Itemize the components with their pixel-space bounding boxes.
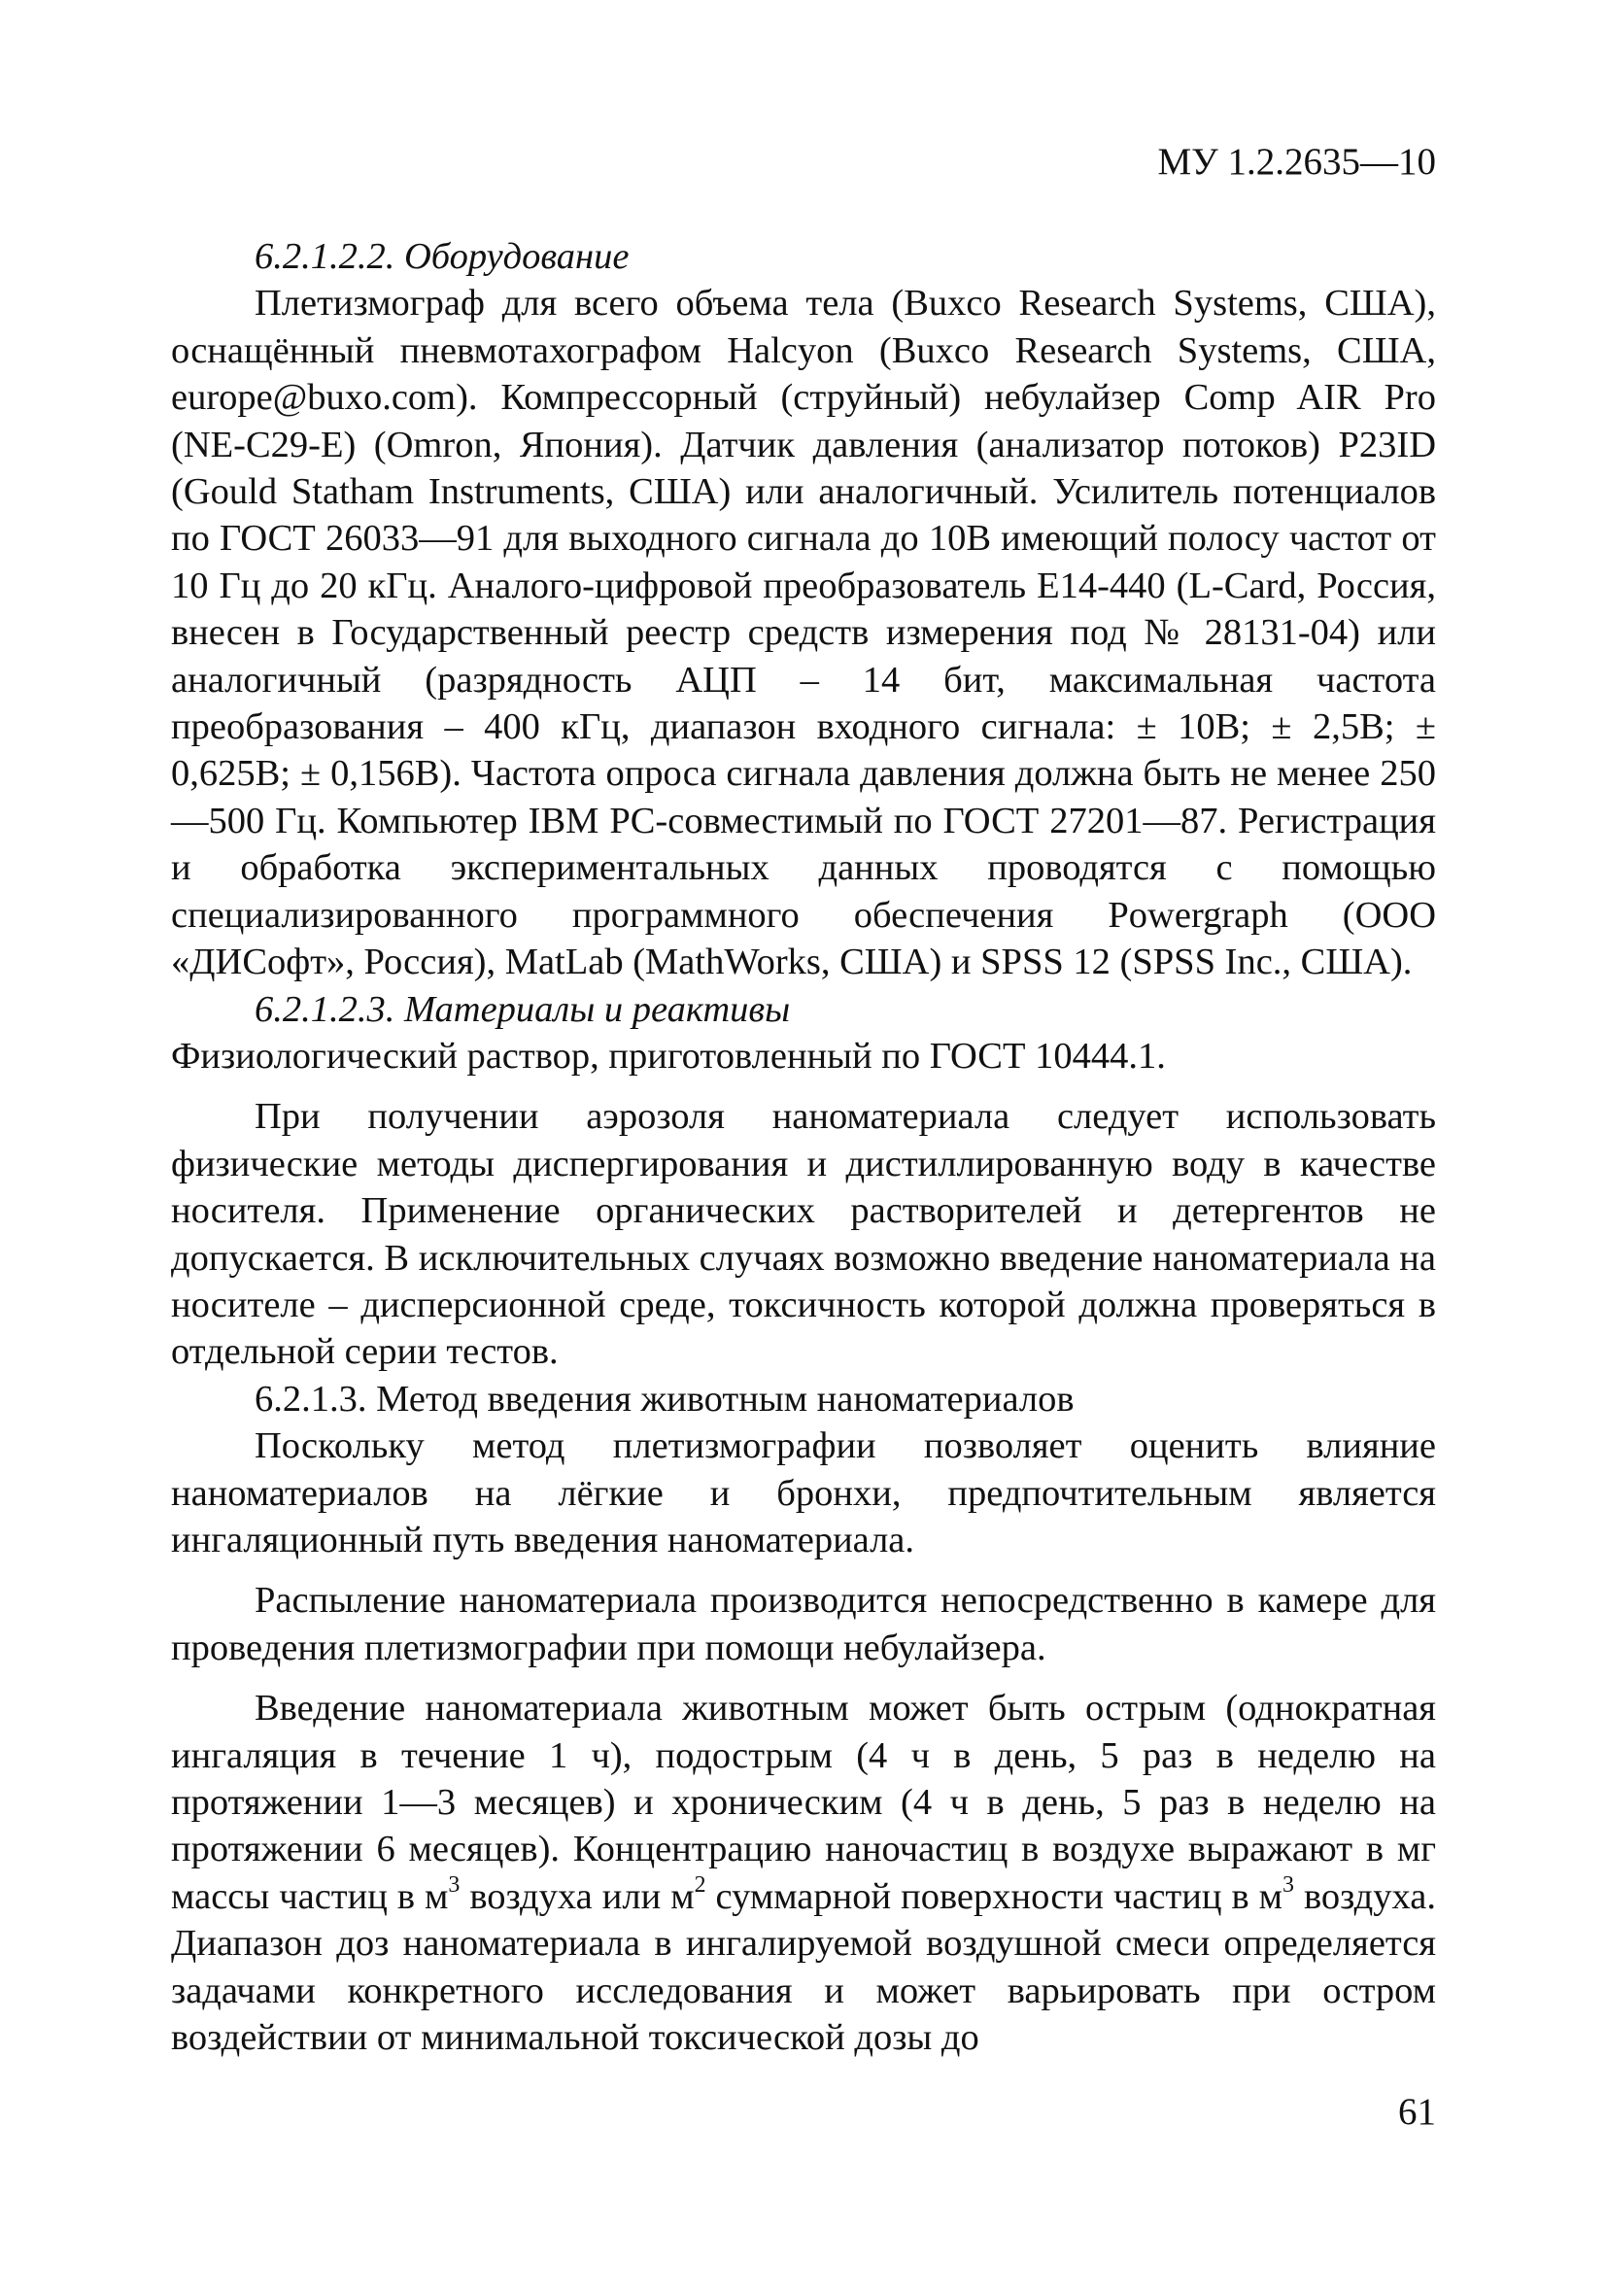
dosing-text-part-3: суммарной поверхности частиц в м <box>705 1875 1283 1917</box>
spray-paragraph: Распыление наноматериала производится непосредственно в камере для проведения плетизмографии при помощи небулайзера. <box>171 1580 1436 1668</box>
method-heading: 6.2.1.3. Метод введения животным наноматериалов <box>255 1378 1075 1420</box>
page-number: 61 <box>1398 2091 1436 2133</box>
dosing-text-part-2: воздуха или м <box>460 1875 695 1917</box>
document-code-header: МУ 1.2.2635—10 <box>1157 141 1436 183</box>
aerosol-paragraph: При получении аэрозоля наноматериала следует использовать физические методы диспергирования и дистиллированную воду в качестве носителя. Применение органических растворителей и детергентов не допускается. В исключительных случаях возможно введение наноматериала на носителе – дисперсионной среде, токсичность которой должна проверяться в отдельной серии тестов. <box>171 1096 1436 1373</box>
superscript-2: 2 <box>694 1871 706 1898</box>
materials-paragraph: Физиологический раствор, приготовленный по ГОСТ 10444.1. <box>171 1035 1166 1077</box>
method-paragraph: Поскольку метод плетизмографии позволяет оценить влияние наноматериалов на лёгкие и бронхи, предпочтительным является ингаляционный путь введения наноматериала. <box>171 1425 1436 1560</box>
materials-heading: 6.2.1.2.3. Материалы и реактивы <box>255 988 791 1030</box>
dosing-paragraph <box>171 1685 1436 2061</box>
superscript-3-b: 3 <box>1282 1871 1294 1898</box>
dosing-text-part-4: воздуха. Диапазон доз наноматериала в ингалируемой воздушной смеси определяется задачами конкретного исследования и может варьировать при остром воздействии от минимальной токсической дозы до <box>171 1875 1436 2059</box>
equipment-paragraph: Плетизмограф для всего объема тела (Buxco Research Systems, США), оснащённый пневмотахографом Halcyon (Buxco Research Systems, США, europe@buxo.com). Компрессорный (струйный) небулайзер Comp AIR Pro (NE-C29-E) (Omron, Япония). Датчик давления (анализатор потоков) P23ID (Gould Statham Instruments, США) или аналогичный. Усилитель потенциалов по ГОСТ 26033—91 для выходного сигнала до 10В имеющий полосу частот от 10 Гц до 20 кГц. Аналого-цифровой преобразователь E14-440 (L-Card, Россия, внесен в Государственный реестр средств измерения под № 28131-04) или аналогичный (разрядность АЦП – 14 бит, максимальная частота преобразования – 400 кГц, диапазон входного сигнала: ± 10В; ± 2,5В; ± 0,625В; ± 0,156В). Частота опроса сигнала давления должна быть не менее 250—500 Гц. Компьютер IBM PC-совместимый по ГОСТ 27201—87. Регистрация и обработка экспериментальных данных проводятся с помощью специализированного программного обеспечения Powergraph (ООО «ДИСофт», Россия), MatLab (MathWorks, США) и SPSS 12 (SPSS Inc., США). <box>171 283 1436 983</box>
superscript-3-a: 3 <box>448 1871 461 1898</box>
dosing-text-part-1: Введение наноматериала животным может быть острым (однократная ингаляция в течение 1 ч), подострым (4 ч в день, 5 раз в неделю на протяжении 1—3 месяцев) и хроническим (4 ч в день, 5 раз в неделю на протяжении 6 месяцев). Концентрацию наночастиц в воздухе выражают в мг массы частиц в м <box>171 1688 1436 1917</box>
equipment-heading: 6.2.1.2.2. Оборудование <box>255 236 630 277</box>
document-body <box>171 233 1436 2061</box>
